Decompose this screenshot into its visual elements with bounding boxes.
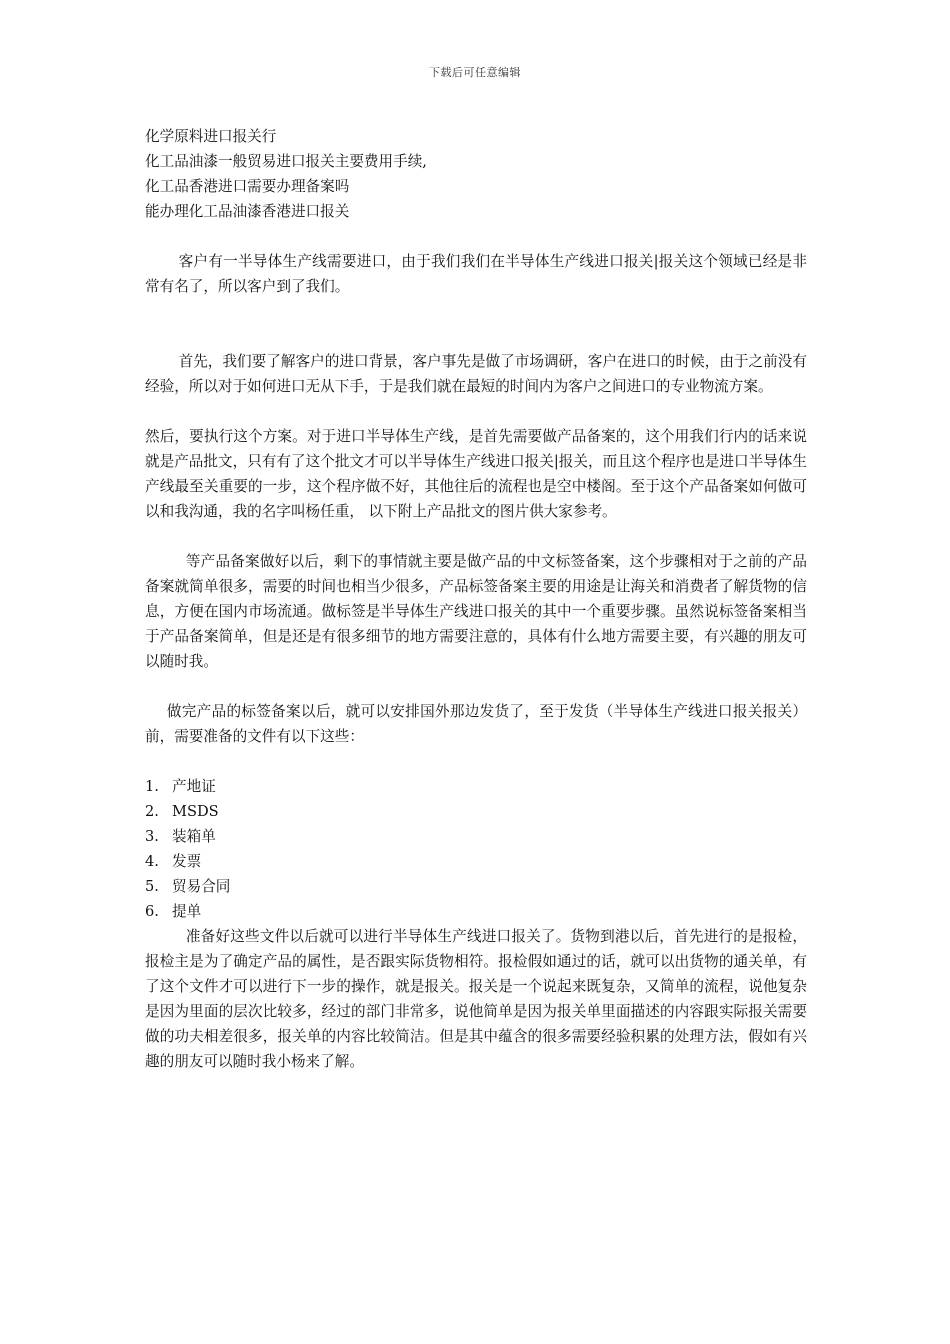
paragraph-first: 首先，我们要了解客户的进口背景，客户事先是做了市场调研，客户在进口的时候，由于之前没有经验，所以对于如何进口无从下手，于是我们就在最短的时间内为客户之间进口的专业物流方案。 [145, 353, 807, 395]
list-item [145, 774, 807, 799]
list-item-number: 4. [145, 853, 159, 870]
title-lines [145, 124, 807, 224]
page-header: 下载后可任意编辑 [429, 66, 521, 79]
list-item-text: 产地证 [172, 778, 216, 795]
document-body [145, 124, 807, 1074]
list-item-text: 贸易合同 [172, 878, 231, 895]
paragraph-shipping: 做完产品的标签备案以后，就可以安排国外那边发货了，至于发货（半导体生产线进口报关报关）前，需要准备的文件有以下这些： [145, 703, 807, 745]
list-item-text: MSDS [172, 803, 219, 820]
title-line: 化工品香港进口需要办理备案吗 [145, 178, 350, 195]
list-item-text: 发票 [172, 853, 202, 870]
list-item-number: 5. [145, 878, 159, 895]
spacer [145, 399, 807, 424]
list-item-number: 3. [145, 828, 159, 845]
list-item-number: 1. [145, 778, 159, 795]
spacer [145, 299, 807, 349]
list-item [145, 824, 807, 849]
spacer [145, 674, 807, 699]
list-item-number: 2. [145, 803, 159, 820]
documents-list [145, 774, 807, 924]
paragraph-intro: 客户有一半导体生产线需要进口，由于我们我们在半导体生产线进口报关|报关这个领域已经是非常有名了，所以客户到了我们。 [145, 253, 807, 295]
list-item [145, 799, 807, 824]
spacer [145, 749, 807, 774]
title-line: 能办理化工品油漆香港进口报关 [145, 203, 350, 220]
spacer [145, 524, 807, 549]
paragraph-label: 等产品备案做好以后，剩下的事情就主要是做产品的中文标签备案，这个步骤相对于之前的产品备案就简单很多，需要的时间也相当少很多，产品标签备案主要的用途是让海关和消费者了解货物的信息，方便在国内市场流通。做标签是半导体生产线进口报关的其中一个重要步骤。虽然说标签备案相当于产品备案简单，但是还是有很多细节的地方需要注意的，具体有什么地方需要主要，有兴趣的朋友可以随时我。 [145, 553, 807, 670]
list-item [145, 849, 807, 874]
paragraph-then: 然后，要执行这个方案。对于进口半导体生产线，是首先需要做产品备案的，这个用我们行内的话来说就是产品批文，只有有了这个批文才可以半导体生产线进口报关|报关，而且这个程序也是进口半导体生产线最至关重要的一步，这个程序做不好，其他往后的流程也是空中楼阁。至于这个产品备案如何做可以和我沟通，我的名字叫杨任重， 以下附上产品批文的图片供大家参考。 [145, 428, 807, 520]
title-line: 化学原料进口报关行 [145, 128, 277, 145]
spacer [145, 224, 807, 249]
list-item-number: 6. [145, 903, 159, 920]
list-item-text: 装箱单 [172, 828, 216, 845]
title-line: 化工品油漆一般贸易进口报关主要费用手续, [145, 153, 427, 170]
list-item [145, 899, 807, 924]
list-item-text: 提单 [172, 903, 202, 920]
list-item [145, 874, 807, 899]
paragraph-final: 准备好这些文件以后就可以进行半导体生产线进口报关了。货物到港以后，首先进行的是报检，报检主是为了确定产品的属性，是否跟实际货物相符。报检假如通过的话，就可以出货物的通关单，有了这个文件才可以进行下一步的操作，就是报关。报关是一个说起来既复杂，又简单的流程，说他复杂是因为里面的层次比较多，经过的部门非常多，说他简单是因为报关单里面描述的内容跟实际报关需要做的功夫相差很多，报关单的内容比较简洁。但是其中蕴含的很多需要经验积累的处理方法，假如有兴趣的朋友可以随时我小杨来了解。 [145, 928, 807, 1070]
